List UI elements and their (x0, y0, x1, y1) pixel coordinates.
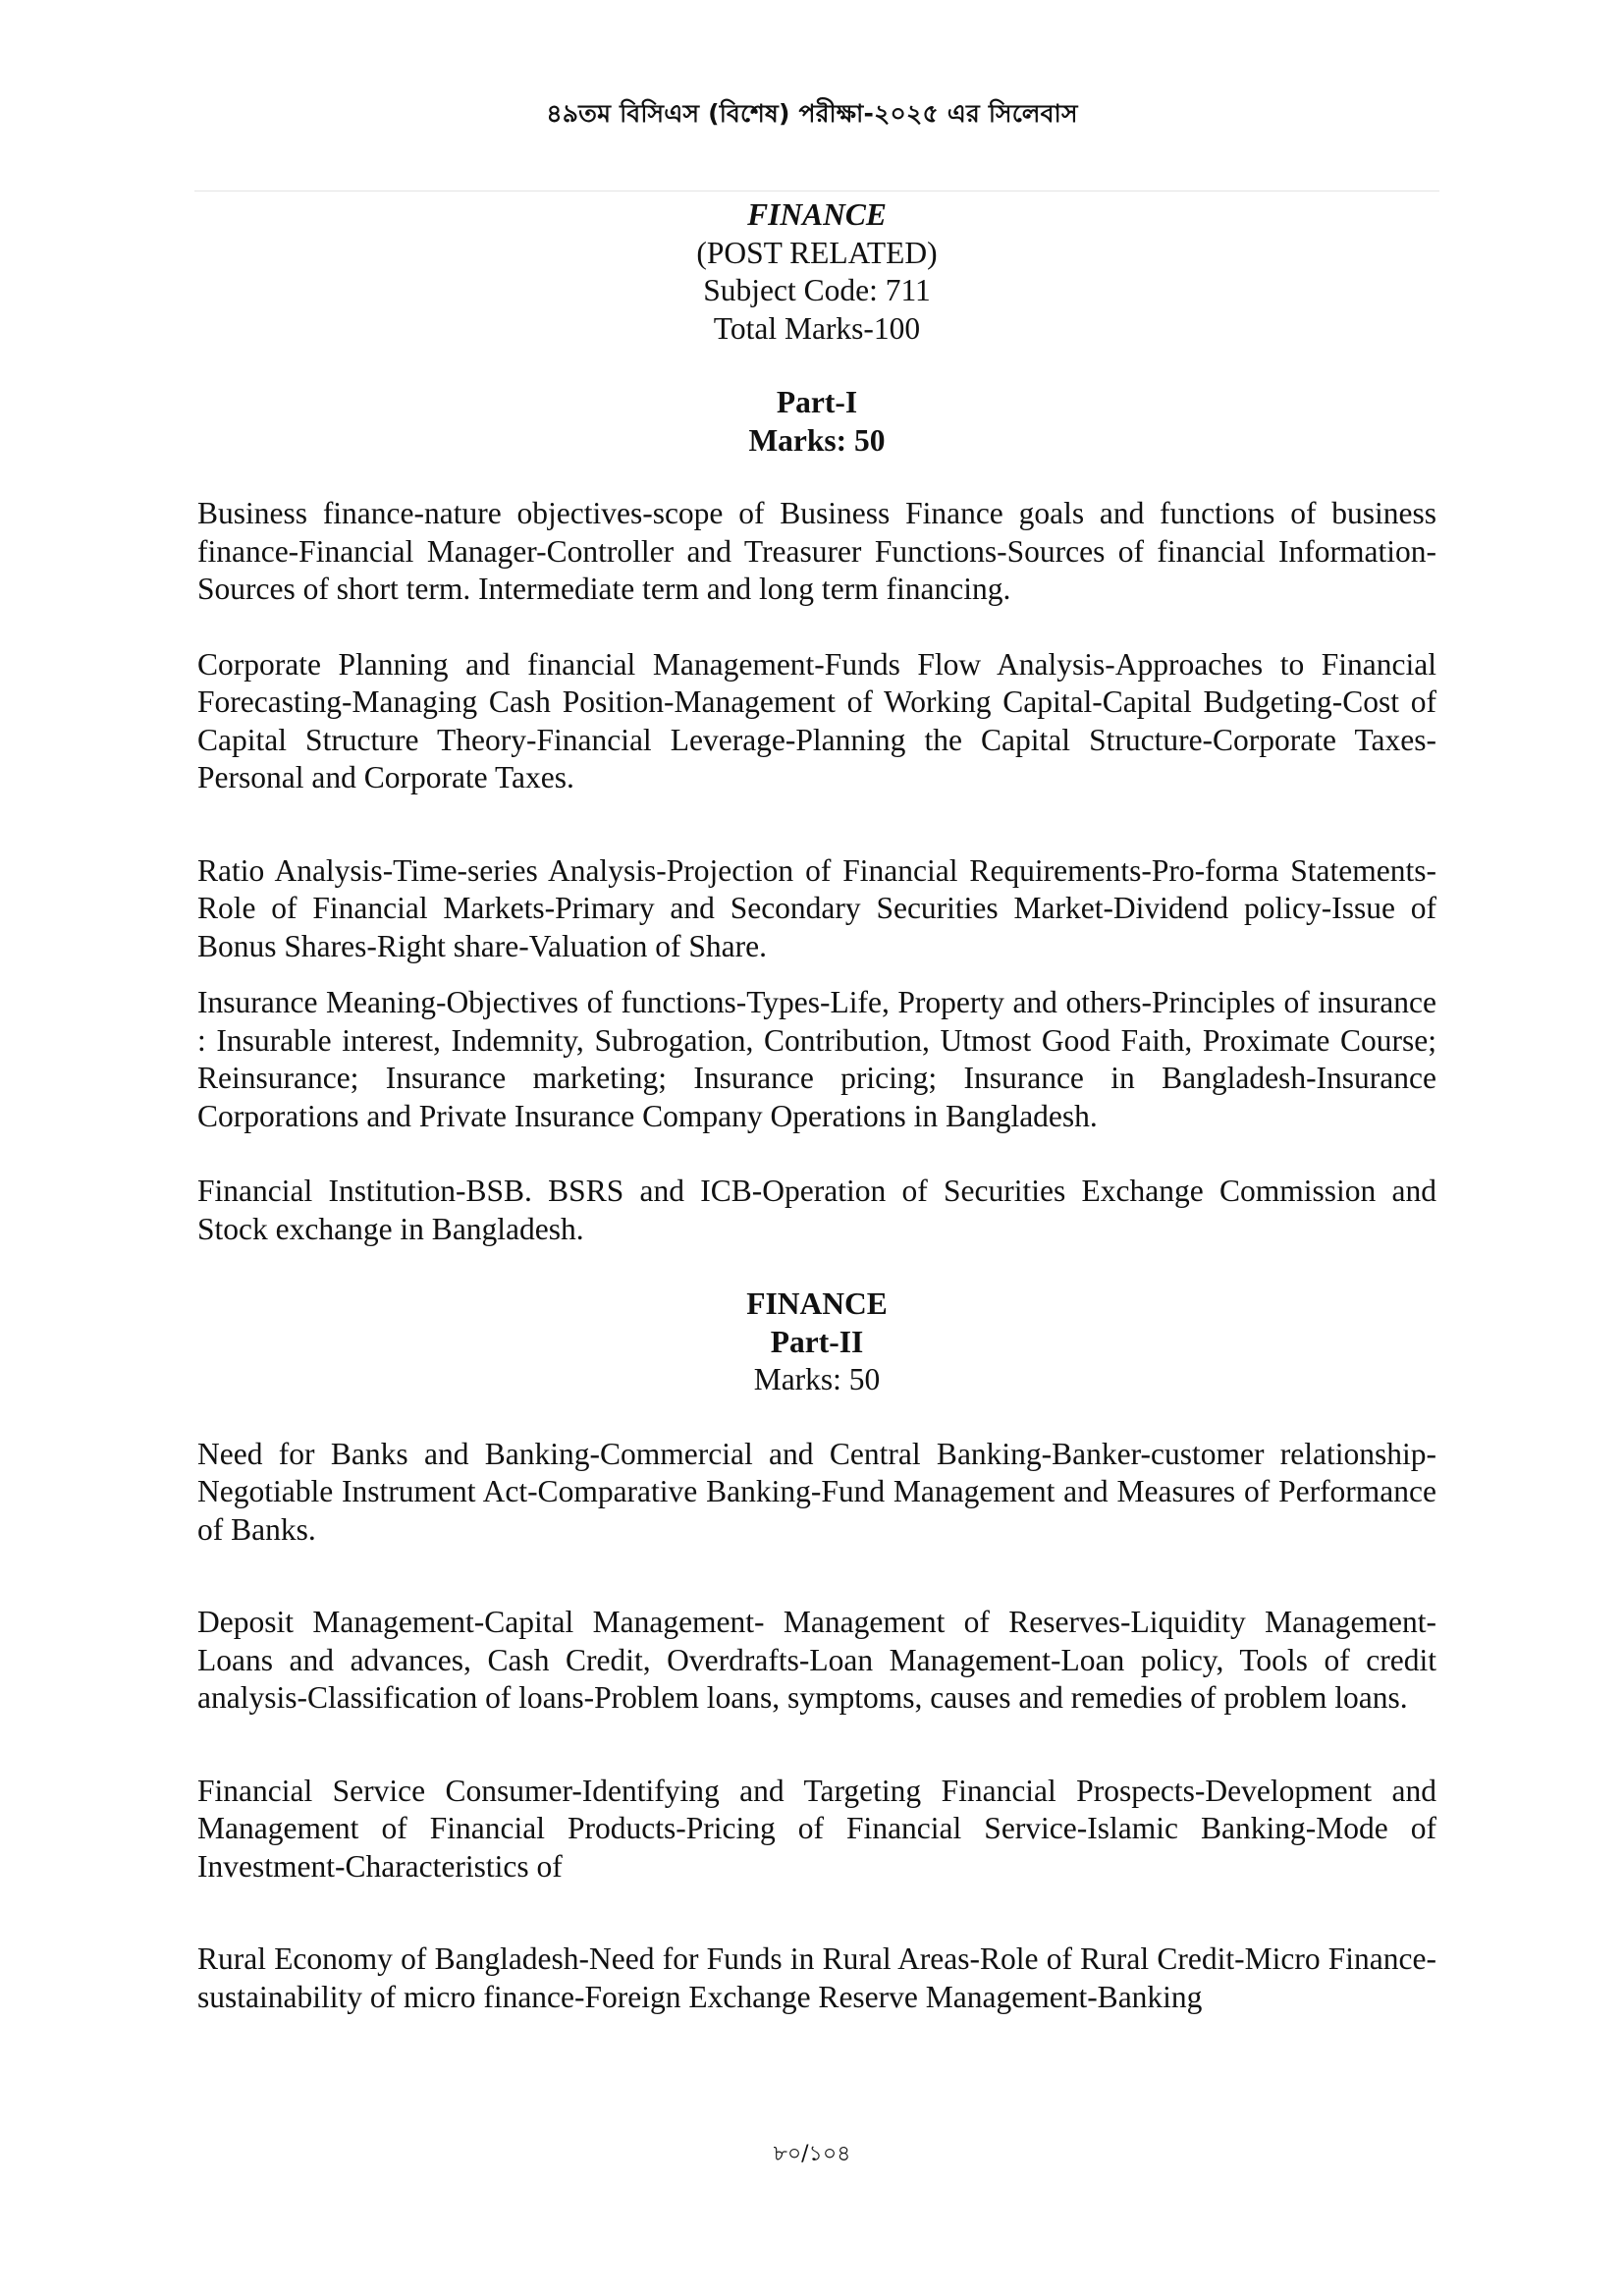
part1-paragraph-5: Financial Institution-BSB. BSRS and ICB-Operation of Securities Exchange Commission and Stock exchange in Bangladesh. (197, 1174, 1436, 1246)
part1-marks: Marks: 50 (748, 422, 886, 458)
part2-paragraph-2: Deposit Management-Capital Management- Management of Reserves-Liquidity Management-Loans and advances, Cash Credit, Overdrafts-Loan Management-Loan policy, Tools of credit analysis-Classification of loans-Problem loans, symptoms, causes and remedies of problem loans. (197, 1605, 1436, 1715)
part1-paragraph-2: Corporate Planning and financial Management-Funds Flow Analysis-Approaches to Financial Forecasting-Managing Cash Position-Management of Working Capital-Capital Budgeting-Cost of Capital Structure Theory-Financial Leverage-Planning the Capital Structure-Corporate Taxes-Personal and Corporate Taxes. (197, 646, 1436, 794)
part1-paragraph-4: Insurance Meaning-Objectives of functions-Types-Life, Property and others-Principles of insurance : Insurable interest, Indemnity, Subrogation, Contribution, Utmost Good Faith, Proximate Course; Reinsurance; Insurance marketing; Insurance pricing; Insurance in Bangladesh-Insurance Corporations and Private Insurance Company Operations in Bangladesh. (197, 985, 1436, 1133)
syllabus-content (197, 192, 1436, 2016)
part1-heading-block (197, 384, 1436, 460)
subject-code: Subject Code: 711 (703, 273, 931, 307)
part1-paragraph-3: Ratio Analysis-Time-series Analysis-Projection of Financial Requirements-Pro-forma Statements-Role of Financial Markets-Primary and Secondary Securities Market-Dividend policy-Issue of Bonus Shares-Right share-Valuation of Share. (197, 852, 1436, 963)
part2-paragraph-4: Rural Economy of Bangladesh-Need for Funds in Rural Areas-Role of Rural Credit-Micro Finance-sustainability of micro finance-Foreign Exchange Reserve Management-Banking (197, 1941, 1436, 2014)
part1-paragraph-1: Business finance-nature objectives-scope of Business Finance goals and functions of business finance-Financial Manager-Controller and Treasurer Functions-Sources of financial Information-Sources of short term. Intermediate term and long term financing. (197, 496, 1436, 606)
running-header: ৪৯তম বিসিএস (বিশেষ) পরীক্ষা-২০২৫ এর সিলেবাস (546, 99, 1078, 128)
part1-heading: Part-I (776, 385, 858, 419)
total-marks: Total Marks-100 (713, 310, 921, 346)
subject-block (197, 196, 1436, 348)
part2-paragraph-1: Need for Banks and Banking-Commercial and Central Banking-Banker-customer relationship-Negotiable Instrument Act-Comparative Banking-Fund Management and Measures of Performance of Banks. (197, 1436, 1436, 1547)
part2-heading: Part-II (770, 1324, 864, 1359)
part2-title: FINANCE (746, 1286, 888, 1321)
subject-category: (POST RELATED) (696, 235, 938, 270)
part2-marks: Marks: 50 (753, 1362, 881, 1396)
subject-title: FINANCE (747, 197, 887, 232)
part2-paragraph-3: Financial Service Consumer-Identifying and Targeting Financial Prospects-Development and Management of Financial Products-Pricing of Financial Service-Islamic Banking-Mode of Investment-Characteristics of (197, 1773, 1436, 1884)
page-number: ৮০/১০৪ (773, 2142, 851, 2166)
part2-heading-block (197, 1285, 1436, 1399)
